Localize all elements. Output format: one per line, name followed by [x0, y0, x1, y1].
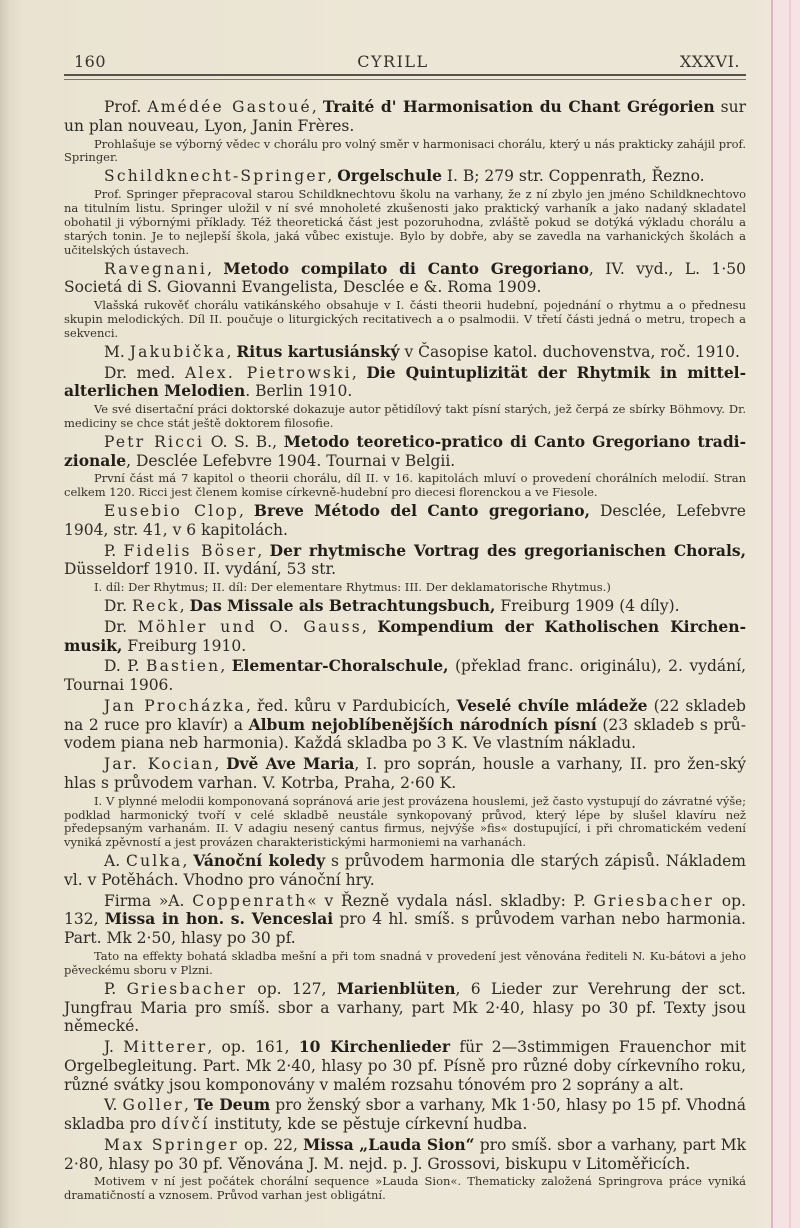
entry-paragraph: [64, 1038, 746, 1094]
entry-paragraph: [64, 892, 746, 948]
work-title: Ritus kartusiánský: [236, 341, 400, 361]
text-run: (22 skladeb na 2 ruce pro klavír) a: [64, 696, 746, 734]
author-name: Jan Procházka: [104, 696, 246, 715]
author-name: Jar. Kocian: [104, 755, 215, 774]
text-run: op. 132,: [64, 891, 746, 929]
work-title: Orgelschule: [337, 166, 442, 186]
text-run: Ve své disertační práci doktorské dokazuje autor pětidílový takt písní starých, jež čerpá ze sbírky Böhmovy. Dr. mediciny se chce stát ještě doktorem filosofie.: [64, 402, 746, 430]
text-run: . Berlin 1910.: [245, 382, 353, 401]
work-title: Dvě Ave Maria: [226, 754, 355, 774]
text-run: (23 skladeb s prů-vodem piana neb harmonia). Každá skladba po 3 K. Ve vlastním nákladu.: [64, 715, 747, 753]
author-name: Reck: [132, 597, 180, 616]
text-run: ,: [361, 617, 378, 636]
page-header: [64, 52, 746, 74]
text-run: Düsseldorf 1910. II. vydání, 53 str.: [64, 560, 337, 579]
text-run: Prof.: [104, 98, 148, 116]
annotation-paragraph: [64, 795, 746, 851]
author-name: Coppenrath: [192, 891, 308, 910]
text-run: Dr. med.: [104, 363, 185, 382]
page-edge-line: [771, 0, 773, 1228]
entry-paragraph: [64, 1096, 746, 1134]
text-run: Freiburg 1910.: [122, 636, 247, 655]
text-run: , op. 161,: [207, 1038, 299, 1057]
annotation-paragraph: [64, 1175, 746, 1203]
text-run: , 6 Lieder zur Verehrung der sct. Jungfrau Maria pro smíš. sbor a varhany, part Mk 2·40, hlasy po 30 pf. Texty jsou německé.: [64, 979, 746, 1036]
entry-paragraph: [64, 502, 746, 540]
entry-paragraph: [64, 597, 746, 616]
annotation-paragraph: [64, 188, 746, 258]
author-name: Bastien: [145, 657, 221, 676]
text-run: A.: [104, 852, 127, 871]
work-title: 10 Kirchenlieder: [298, 1037, 451, 1057]
entry-paragraph: [64, 618, 746, 656]
text-run: instituty, kde se pěstuje církevní hudba.: [209, 1115, 528, 1134]
entry-paragraph: [64, 1136, 746, 1174]
text-run: I. B; 279 str. Coppenrath, Řezno.: [441, 167, 705, 186]
text-run: ,: [311, 98, 323, 116]
work-title: Album nejoblíbenějších národních písní: [248, 714, 597, 734]
text-run: sur un plan nouveau, Lyon, Janin Frères.: [64, 98, 747, 135]
text-run: ,: [207, 259, 224, 278]
text-run: ,: [226, 342, 237, 361]
text-run: M.: [104, 342, 130, 361]
annotation-paragraph: [64, 138, 746, 166]
text-run: ,: [182, 852, 194, 871]
text-run: ,: [179, 597, 190, 616]
text-run: op. 127,: [247, 979, 337, 998]
text-run: Vlašská rukověť chorálu vatikánského obsahuje v I. části theorii hudební, pojednání o rhytmu a o přednesu skupin melodických. Díl II. poučuje o liturgických recitativech a o psalmodii. V třetí části jedná o metru, tropech a sekvenci.: [64, 298, 746, 340]
entry-paragraph: [64, 343, 746, 362]
text-run: ,: [257, 541, 270, 560]
author-name: Max Springer: [104, 1135, 239, 1154]
text-run: O. S. B.,: [204, 432, 284, 451]
text-run: ,: [214, 755, 227, 774]
volume-number: XXXVI.: [679, 52, 740, 71]
entry-paragraph: [64, 542, 746, 580]
text-run: J.: [104, 1038, 124, 1057]
work-title: Veselé chvíle mládeže: [456, 695, 648, 715]
author-name: Ravegnani: [104, 259, 208, 278]
work-title: Die Quintuplizität der Rhytmik in mittel-alterlichen Melodien: [64, 362, 746, 401]
text-run: Desclée, Lefebvre 1904, str. 41, v 6 kapitolách.: [64, 502, 746, 539]
page-edge-line-inner: [789, 0, 791, 1228]
text-run: , řed. kůru v Pardubicích,: [245, 696, 457, 715]
text-run: (překlad franc. originálu), 2. vydání, Tournai 1906.: [64, 657, 746, 695]
author-name: dívčí: [161, 1115, 210, 1134]
text-run: für 2—3stimmigen Frauenchor mit Orgelbegleitung. Part. Mk 2·40, hlasy po 30 pf. Písně pro různé doby církevního roku, různé svátky jsou komponovány v malém rozsahu tónovém pro 2 soprány a alt.: [64, 1038, 746, 1094]
work-title: Missa in hon. s. Venceslai: [104, 909, 334, 929]
author-name: Griesbacher: [126, 979, 248, 998]
text-run: Firma »A.: [104, 891, 193, 910]
text-run: ,: [183, 1096, 194, 1115]
entry-paragraph: [64, 98, 746, 136]
text-run: I. V plynné melodii komponovaná sopránová arie jest provázena houslemi, jež často vystupují do závratné výše; podklad harmonický tvoří v celé skladbě neustále synkopovaný průvod, který lépe by slušel klavíru než předepsaným varhanám. II. V adagiu nesený cantus firmus, nejvýše »fis« dostupující, i při chromatickém vedení vyniká zpěvností a jest provázen charakteristickými harmoniemi na varhanách.: [64, 793, 746, 850]
annotation-paragraph: [64, 299, 746, 341]
text-run: v Časopise katol. duchovenstva, roč. 1910.: [399, 342, 740, 361]
text-run: P.: [104, 979, 127, 998]
entry-paragraph: [64, 433, 746, 471]
work-title: Breve Método del Canto gregoriano,: [253, 501, 591, 521]
entry-paragraph: [64, 657, 746, 695]
text-run: P.: [104, 541, 124, 560]
work-title: Marienblüten: [336, 978, 456, 998]
author-name: Fidelis Böser: [123, 541, 258, 560]
author-name: Mitterer: [123, 1038, 208, 1057]
text-run: , Desclée Lefebvre 1904. Tournai v Belgii.: [126, 451, 456, 470]
work-title: Der rhytmische Vortrag des gregorianischen Chorals,: [269, 540, 746, 560]
author-name: Petr Ricci: [104, 432, 205, 451]
text-run: , IV. vyd., L. 1·50 Societá di S. Giovanni Evangelista, Desclée e &. Roma 1909.: [64, 259, 746, 297]
text-run: op. 22,: [238, 1135, 304, 1154]
author-name: Möhler und O. Gauss: [137, 617, 362, 636]
entry-paragraph: [64, 364, 746, 402]
entry-paragraph: [64, 260, 746, 298]
text-run: D. P.: [104, 657, 146, 676]
text-run: V.: [104, 1096, 123, 1115]
author-name: Eusebio Clop: [104, 502, 240, 521]
text-run: Dr.: [104, 597, 132, 616]
text-run: pro smíš. sbor a varhany, part Mk 2·80, hlasy po 30 pf. Věnována J. M. nejd. p. J. Grossovi, biskupu v Litoměřicích.: [64, 1135, 746, 1173]
text-run: ,: [220, 657, 232, 676]
text-run: pro ženský sbor a varhany, Mk 1·50, hlasy po 15 pf. Vhodná skladba pro: [64, 1096, 746, 1134]
entry-paragraph: [64, 980, 746, 1036]
text-run: Prof. Springer přepracoval starou Schildknechtovu školu na varhany, že z ní zbylo jen jméno Schildknechtovo na titulním listu. Springer uložil v ní své mnoholeté zkušenosti jako praktický varhaník a jako nadaný skladatel obohatil ji výbornými příklady. Též theoretická část jest pozoruhodna, zvláště pokud se dotýká výkladu chorálu a starých tonin. Je to nejlepší škola, jaká vůbec existuje. Bylo by dobře, aby se zavedla na varhanických školách a učitelských ústavech.: [64, 187, 746, 257]
text-run: s průvodem harmonia dle starých zápisů. Nákladem vl. v Potěhách. Vhodno pro vánoční hry.: [64, 852, 746, 889]
work-title: Elementar-Choralschule,: [231, 656, 449, 676]
author-name: Griesbacher: [593, 891, 715, 910]
text-run: Dr.: [104, 617, 138, 636]
document-page: [64, 52, 746, 1205]
author-name: Schildknecht-Springer: [104, 167, 328, 186]
text-run: Freiburg 1909 (4 díly).: [495, 597, 680, 616]
entries-list: [64, 98, 746, 1203]
text-run: První část má 7 kapitol o theorii chorálu, díl II. v 16. kapitolách mluví o provedení chorálních melodií. Stran celkem 120. Ricci jest členem komise církevně-hudební pro diecesi florenckou a ve Fiesole.: [64, 471, 746, 500]
author-name: Alex. Pietrowski: [184, 363, 352, 382]
text-run: ,: [239, 502, 254, 521]
annotation-paragraph: [64, 950, 746, 978]
author-name: Goller: [122, 1096, 184, 1115]
text-run: pro 4 hl. smíš. s průvodem varhan nebo harmonia. Part. Mk 2·50, hlasy po 30 pf.: [64, 910, 746, 948]
entry-paragraph: [64, 755, 746, 793]
text-run: « v Řezně vydala násl. skladby: P.: [307, 891, 594, 910]
text-run: ,: [351, 363, 367, 382]
work-title: Metodo teoretico-pratico di Canto Gregoriano tradi-zionale: [64, 431, 747, 470]
annotation-paragraph: [64, 403, 746, 431]
text-run: I. díl: Der Rhytmus; II. díl: Der elementare Rhytmus: III. Der deklamatorische Rhytmus.): [94, 580, 611, 595]
text-run: Tato na effekty bohatá skladba mešní a při tom snadná v provedení jest věnována řediteli N. Ku-bátovi a jeho pěveckému sboru v Plzni.: [64, 948, 746, 977]
work-title: Das Missale als Betrachtungsbuch,: [189, 596, 496, 616]
author-name: Culka: [126, 852, 183, 871]
annotation-paragraph: [64, 472, 746, 500]
work-title: Vánoční koledy: [193, 851, 326, 871]
work-title: Traité d' Harmonisation du Chant Grégorien: [322, 97, 715, 116]
entry-paragraph: [64, 697, 746, 753]
text-run: ,: [327, 167, 338, 186]
journal-title: CYRILL: [357, 52, 429, 71]
text-run: Prohlašuje se výborný vědec v chorálu pro volný směr v harmonisaci chorálu, který u nás prakticky zahájil prof. Springer.: [64, 136, 746, 165]
author-name: Amédée Gastoué: [147, 98, 312, 116]
text-run: , I. pro soprán, housle a varhany, II. pro žen-ský hlas s průvodem varhan. V. Kotrba, Praha, 2·60 K.: [64, 755, 746, 792]
page-number: 160: [74, 52, 107, 71]
annotation-paragraph: [64, 581, 746, 595]
header-double-rule: [64, 74, 746, 80]
author-name: Jakubička: [129, 342, 227, 361]
entry-paragraph: [64, 167, 746, 186]
text-run: Motivem v ní jest počátek chorální sequence »Lauda Sion«. Thematicky založená Springrova práce vyniká dramatičností a vznosem. Průvod varhan jest obligátní.: [64, 1174, 746, 1203]
work-title: Metodo compilato di Canto Gregoriano: [223, 258, 589, 278]
entry-paragraph: [64, 852, 746, 890]
work-title: Te Deum: [194, 1095, 271, 1115]
work-title: Missa „Lauda Sion“: [303, 1134, 475, 1154]
work-title: Kompendium der Katholischen Kirchen-musik,: [64, 616, 747, 655]
